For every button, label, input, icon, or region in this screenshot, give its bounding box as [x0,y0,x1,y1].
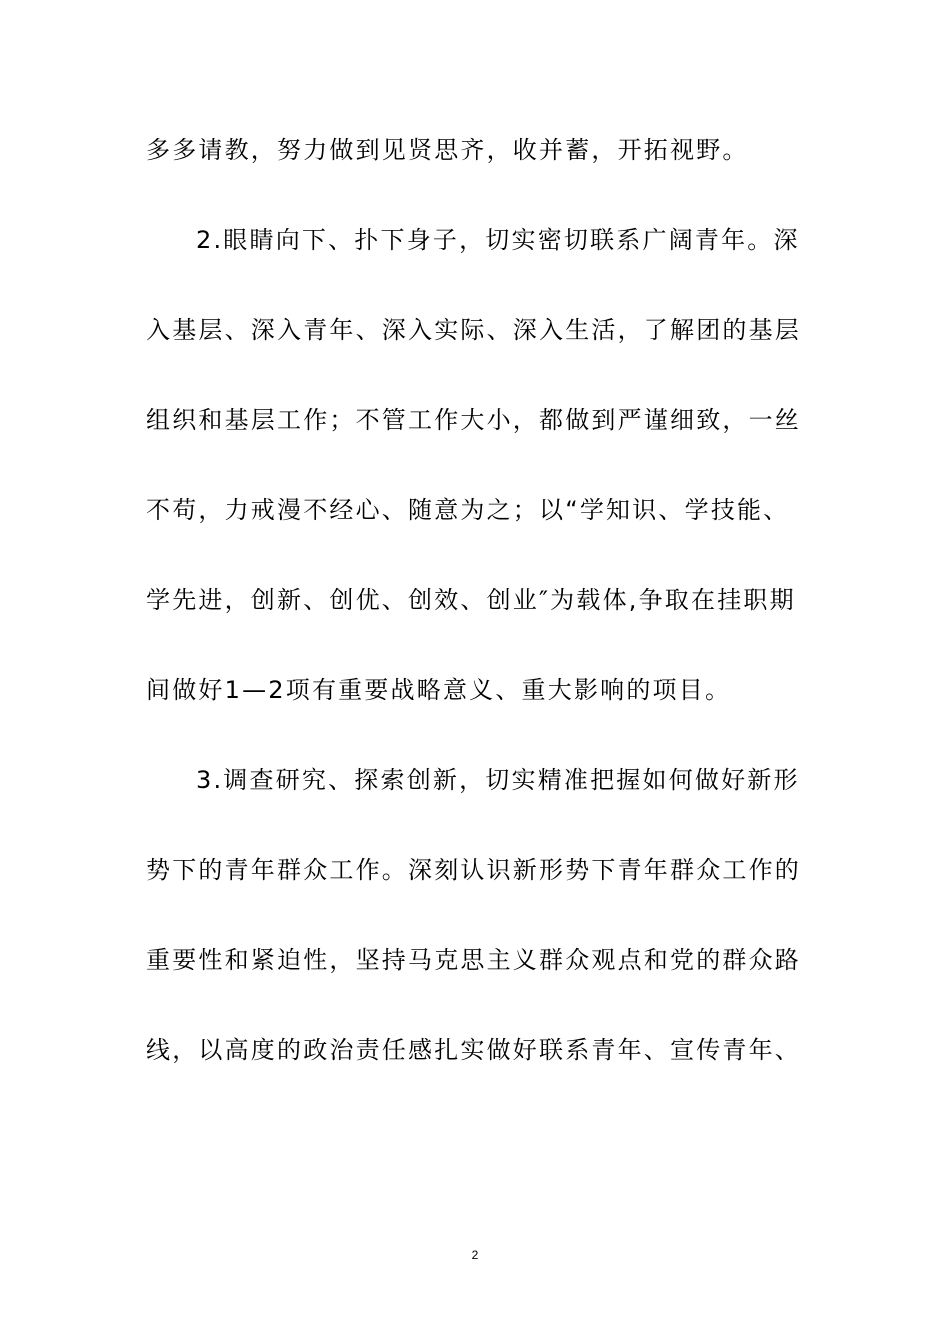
page-number: 2 [471,1248,479,1262]
text-line: 不苟，力戒漫不经心、随意为之；以“学知识、学技能、 [146,496,790,524]
text-line: 势下的青年群众工作。深刻认识新形势下青年群众工作的 [146,856,801,884]
document-body [146,128,806,1118]
text-line: 间做好1—2项有重要战略意义、重大影响的项目。 [146,676,732,704]
text-line: 学先进，创新、创优、创效、创业″为载体,争取在挂职期 [146,586,796,614]
text-line: 组织和基层工作；不管工作大小，都做到严谨细致，一丝 [146,406,801,434]
text-line: 线，以高度的政治责任感扎实做好联系青年、宣传青年、 [146,1036,801,1064]
text-line: 3.调查研究、探索创新，切实精准把握如何做好新形 [196,766,800,794]
text-line: 多多请教，努力做到见贤思齐，收并蓄，开拓视野。 [146,136,749,164]
text-line: 2.眼睛向下、扑下身子，切实密切联系广阔青年。深 [196,226,800,254]
text-line: 重要性和紧迫性，坚持马克思主义群众观点和党的群众路 [146,946,801,974]
text-line: 入基层、深入青年、深入实际、深入生活，了解团的基层 [146,316,801,344]
